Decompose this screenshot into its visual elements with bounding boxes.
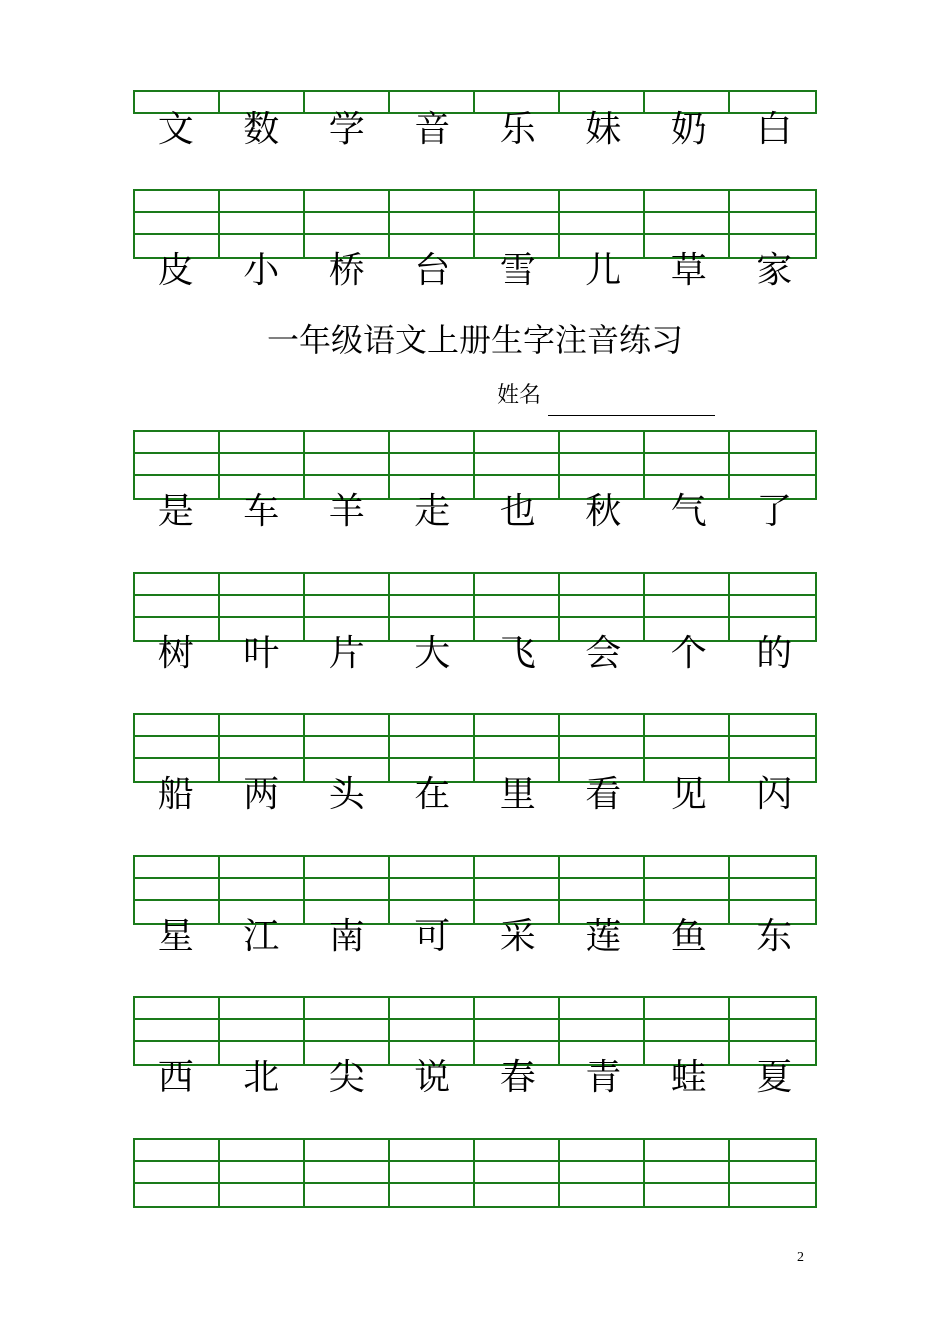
pinyin-cell [220, 715, 305, 737]
pinyin-cell [305, 432, 390, 454]
hanzi-char: 尖 [328, 1057, 365, 1098]
hanzi-char: 头 [328, 774, 365, 815]
pinyin-cell [305, 1184, 390, 1206]
pinyin-cell [305, 596, 390, 618]
pinyin-cell [560, 737, 645, 759]
pinyin-cell [560, 998, 645, 1020]
pinyin-cell [220, 998, 305, 1020]
pinyin-cell [135, 596, 220, 618]
hanzi-char: 文 [157, 109, 194, 150]
pinyin-cell [390, 213, 475, 235]
pinyin-cell [305, 715, 390, 737]
hanzi-char: 采 [499, 916, 536, 957]
pinyin-cell [560, 596, 645, 618]
hanzi-char: 家 [756, 250, 793, 291]
pinyin-grid [133, 1138, 817, 1208]
pinyin-cell [475, 998, 560, 1020]
pinyin-cell [645, 596, 730, 618]
pinyin-cell [730, 213, 815, 235]
char-row [133, 915, 817, 959]
hanzi-char: 是 [157, 491, 194, 532]
pinyin-cell [730, 454, 815, 476]
pinyin-cell [135, 191, 220, 213]
pinyin-cell [730, 191, 815, 213]
pinyin-cell [560, 1020, 645, 1042]
pinyin-cell [305, 1140, 390, 1162]
pinyin-cell [135, 715, 220, 737]
pinyin-cell [390, 1140, 475, 1162]
pinyin-cell [475, 1140, 560, 1162]
pinyin-cell [305, 998, 390, 1020]
hanzi-char: 里 [499, 774, 536, 815]
pinyin-cell [135, 213, 220, 235]
pinyin-cell [135, 879, 220, 901]
pinyin-cell [645, 998, 730, 1020]
pinyin-cell [220, 574, 305, 596]
pinyin-cell [135, 1162, 220, 1184]
char-row [133, 773, 817, 817]
hanzi-char: 蛙 [670, 1057, 707, 1098]
hanzi-char: 星 [157, 916, 194, 957]
hanzi-char: 青 [585, 1057, 622, 1098]
pinyin-cell [560, 213, 645, 235]
pinyin-cell [135, 574, 220, 596]
hanzi-char: 小 [243, 250, 280, 291]
char-row [133, 108, 817, 152]
hanzi-char: 桥 [328, 250, 365, 291]
pinyin-cell [730, 857, 815, 879]
pinyin-cell [645, 1162, 730, 1184]
hanzi-char: 北 [243, 1057, 280, 1098]
hanzi-char: 数 [243, 109, 280, 150]
pinyin-cell [390, 596, 475, 618]
hanzi-char: 乐 [499, 109, 536, 150]
name-label: 姓名 [497, 383, 542, 408]
pinyin-cell [645, 1184, 730, 1206]
pinyin-cell [560, 1184, 645, 1206]
pinyin-cell [560, 191, 645, 213]
hanzi-char: 东 [756, 916, 793, 957]
hanzi-char: 大 [414, 633, 451, 674]
pinyin-cell [220, 432, 305, 454]
hanzi-char: 两 [243, 774, 280, 815]
pinyin-cell [560, 1162, 645, 1184]
hanzi-char: 气 [670, 491, 707, 532]
hanzi-char: 音 [414, 109, 451, 150]
hanzi-char: 台 [414, 250, 451, 291]
pinyin-cell [475, 454, 560, 476]
pinyin-cell [730, 1020, 815, 1042]
pinyin-cell [560, 1140, 645, 1162]
hanzi-char: 妹 [585, 109, 622, 150]
hanzi-char: 白 [756, 109, 793, 150]
pinyin-cell [645, 191, 730, 213]
hanzi-char: 雪 [499, 250, 536, 291]
pinyin-cell [390, 715, 475, 737]
pinyin-cell [730, 1140, 815, 1162]
pinyin-cell [135, 1020, 220, 1042]
hanzi-char: 见 [670, 774, 707, 815]
pinyin-cell [645, 1140, 730, 1162]
pinyin-cell [475, 432, 560, 454]
hanzi-char: 学 [328, 109, 365, 150]
pinyin-cell [645, 574, 730, 596]
pinyin-cell [730, 574, 815, 596]
hanzi-char: 江 [243, 916, 280, 957]
hanzi-char: 飞 [499, 633, 536, 674]
pinyin-cell [645, 213, 730, 235]
pinyin-cell [730, 1162, 815, 1184]
pinyin-cell [730, 596, 815, 618]
pinyin-cell [305, 1020, 390, 1042]
pinyin-cell [390, 998, 475, 1020]
pinyin-cell [645, 454, 730, 476]
pinyin-cell [220, 1184, 305, 1206]
pinyin-cell [475, 1020, 560, 1042]
pinyin-cell [220, 879, 305, 901]
hanzi-char: 片 [328, 633, 365, 674]
hanzi-char: 说 [414, 1057, 451, 1098]
pinyin-cell [220, 191, 305, 213]
pinyin-cell [475, 596, 560, 618]
pinyin-cell [475, 737, 560, 759]
hanzi-char: 西 [157, 1057, 194, 1098]
pinyin-cell [560, 454, 645, 476]
hanzi-char: 的 [756, 633, 793, 674]
hanzi-char: 春 [499, 1057, 536, 1098]
pinyin-cell [390, 737, 475, 759]
worksheet-title: 一年级语文上册生字注音练习 [266, 321, 683, 359]
hanzi-char: 也 [499, 491, 536, 532]
pinyin-cell [390, 574, 475, 596]
hanzi-char: 奶 [670, 109, 707, 150]
pinyin-cell [220, 737, 305, 759]
hanzi-char: 叶 [243, 633, 280, 674]
pinyin-cell [645, 737, 730, 759]
char-row [133, 490, 817, 534]
pinyin-cell [475, 574, 560, 596]
pinyin-cell [305, 857, 390, 879]
hanzi-char: 可 [414, 916, 451, 957]
page-number: 2 [797, 1250, 804, 1265]
hanzi-char: 树 [157, 633, 194, 674]
char-row [133, 1056, 817, 1100]
pinyin-cell [305, 454, 390, 476]
hanzi-char: 秋 [585, 491, 622, 532]
pinyin-cell [475, 857, 560, 879]
char-row [133, 632, 817, 676]
pinyin-cell [730, 998, 815, 1020]
hanzi-char: 皮 [157, 250, 194, 291]
hanzi-char: 看 [585, 774, 622, 815]
pinyin-cell [730, 715, 815, 737]
hanzi-char: 鱼 [670, 916, 707, 957]
hanzi-char: 个 [670, 633, 707, 674]
pinyin-cell [305, 574, 390, 596]
pinyin-cell [220, 857, 305, 879]
hanzi-char: 儿 [585, 250, 622, 291]
pinyin-cell [645, 715, 730, 737]
pinyin-cell [135, 1140, 220, 1162]
pinyin-cell [475, 191, 560, 213]
pinyin-cell [390, 857, 475, 879]
hanzi-char: 莲 [585, 916, 622, 957]
pinyin-cell [135, 432, 220, 454]
pinyin-cell [560, 857, 645, 879]
pinyin-cell [730, 737, 815, 759]
name-blank-line [548, 415, 715, 416]
pinyin-cell [390, 432, 475, 454]
pinyin-cell [305, 213, 390, 235]
pinyin-cell [220, 1162, 305, 1184]
pinyin-cell [305, 879, 390, 901]
hanzi-char: 会 [585, 633, 622, 674]
pinyin-cell [220, 1020, 305, 1042]
hanzi-char: 闪 [756, 774, 793, 815]
pinyin-cell [730, 879, 815, 901]
pinyin-cell [390, 879, 475, 901]
pinyin-cell [645, 432, 730, 454]
pinyin-cell [475, 879, 560, 901]
hanzi-char: 车 [243, 491, 280, 532]
pinyin-cell [390, 1162, 475, 1184]
pinyin-cell [390, 1020, 475, 1042]
pinyin-cell [220, 596, 305, 618]
pinyin-cell [475, 715, 560, 737]
hanzi-char: 羊 [328, 491, 365, 532]
hanzi-char: 船 [157, 774, 194, 815]
pinyin-cell [645, 879, 730, 901]
pinyin-cell [560, 715, 645, 737]
hanzi-char: 草 [670, 250, 707, 291]
pinyin-cell [730, 1184, 815, 1206]
hanzi-char: 了 [756, 491, 793, 532]
pinyin-cell [390, 1184, 475, 1206]
pinyin-cell [390, 454, 475, 476]
pinyin-cell [220, 454, 305, 476]
pinyin-cell [645, 857, 730, 879]
pinyin-cell [475, 1184, 560, 1206]
hanzi-char: 在 [414, 774, 451, 815]
pinyin-cell [135, 998, 220, 1020]
hanzi-char: 夏 [756, 1057, 793, 1098]
pinyin-cell [560, 574, 645, 596]
pinyin-cell [645, 1020, 730, 1042]
pinyin-cell [560, 879, 645, 901]
pinyin-cell [305, 1162, 390, 1184]
pinyin-cell [390, 191, 475, 213]
pinyin-cell [220, 1140, 305, 1162]
pinyin-cell [305, 191, 390, 213]
hanzi-char: 走 [414, 491, 451, 532]
pinyin-cell [475, 213, 560, 235]
pinyin-cell [135, 454, 220, 476]
pinyin-cell [475, 1162, 560, 1184]
hanzi-char: 南 [328, 916, 365, 957]
pinyin-cell [220, 213, 305, 235]
char-row [133, 249, 817, 293]
pinyin-cell [135, 1184, 220, 1206]
pinyin-cell [305, 737, 390, 759]
pinyin-cell [560, 432, 645, 454]
pinyin-cell [135, 857, 220, 879]
pinyin-cell [135, 737, 220, 759]
pinyin-cell [730, 432, 815, 454]
